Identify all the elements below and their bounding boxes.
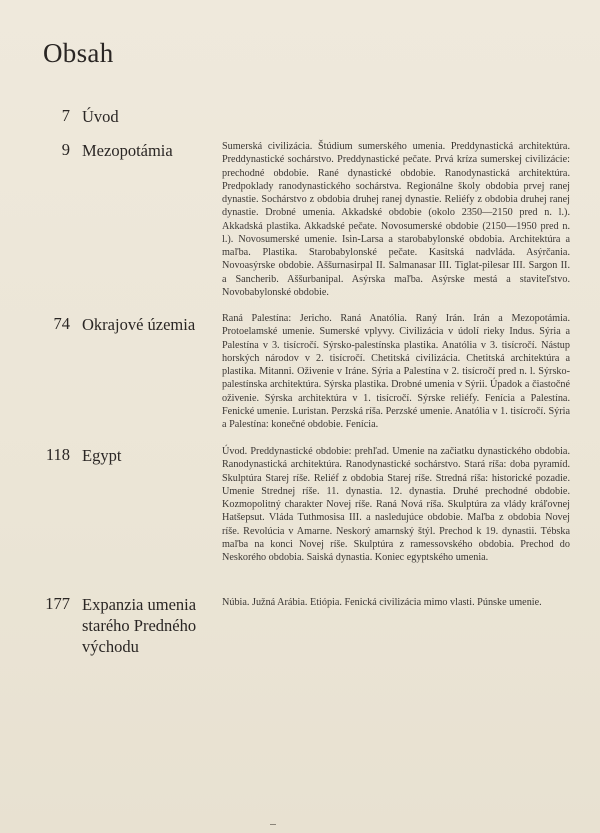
toc-heading: Okrajové územia <box>82 315 196 334</box>
toc-heading: Egypt <box>82 446 122 465</box>
toc-page-number: 118 <box>45 445 70 464</box>
toc-description: Núbia. Južná Arábia. Etiópia. Fenická civilizácia mimo vlasti. Púnske umenie. <box>222 597 542 608</box>
toc-page-number: 177 <box>45 594 70 613</box>
toc-description: Sumerská civilizácia. Štúdium sumerského umenia. Preddynastická architektúra. Preddynastické sochárstvo. Preddynastické pečate. Prvá kríza sumerskej civilizácie: prechodné obdobie. Rané dynastické obdobie. Ranodynastická architektúra. Predpoklady ranodynastického sochárstva. Regionálne školy obdobia prvej ranej dynastie. Sochárstvo z obdobia druhej ranej dynastie. Reliéfy z obdobia druhej ranej dynastie. Drobné umenia. Akkadské obdobie (okolo 2350—2150 pred n. l.). Akkadská plastika. Akkadské pečate. Novosumerské obdobie (2150—1950 pred n. l.). Novosumerské umenie. Isin-Larsa a starobabylonské obdobia. Architektúra a maľba. Plastika. Starobabylonské pečate. Kasitská nadvláda. Asýrčania. Novoasýrske obdobie. Aššurnasirpal II. Salmanasar III. Tiglat-pilesar III. Sargon II. a Sancherib. Aššurbanipal. Asýrska maľba. Asýrske mestá a staviteľstvo. Novobabylonské obdobie. <box>222 141 570 298</box>
toc-page-number: 9 <box>61 140 70 159</box>
toc-description: Úvod. Preddynastické obdobie: prehľad. Umenie na začiatku dynastického obdobia. Ranodynastická architektúra. Ranodynastické sochárstvo. Stará ríša: doba pyramíd. Skulptúra Starej ríše. Reliéf z obdobia Starej ríše. Stredná ríša: historické pozadie. Umenie Strednej ríše. 11. dynastia. 12. dynastia. Druhé prechodné obdobie. Kozmopolitný charakter Novej ríše. Raná Nová ríša. Skulptúra za vlády kráľovnej Hatšepsut. Vláda Tuthmosisa III. a nasledujúce obdobie. Maľba z obdobia Novej ríše. Revolúcia v Amarne. Neskorý amarnský štýl. Prechod k 19. dynastii. Tébska maľba na konci Novej ríše. Skulptúra z ramessovského obdobia. Prechod do Neskorého obdobia. Saiská dynastia. Koniec egyptského umenia. <box>222 446 570 563</box>
page-edge-mark <box>270 824 276 828</box>
toc-heading: Expanzia umenia starého Predného východu <box>82 595 197 656</box>
toc-description: Raná Palestína: Jericho. Raná Anatólia. Raný Irán. Irán a Mezopotámia. Protoelamské umenie. Sumerské vplyvy. Civilizácia v údolí rieky Indus. Sýria a Palestína v 3. tisícročí. Sýrsko-palestínska plastika. Anatólia v 3. tisícročí. Nástup horských národov v 2. tisícročí. Chetitská civilizácia. Chetitská architektúra a plastika. Mitanni. Oživenie v Iráne. Sýria a Palestína v 2. tisícročí pred n. l. Sýrsko-palestínska architektúra. Sýrska plastika. Drobné umenia v Sýrii. Úpadok a čiastočné oživenie. Sýrska architektúra v 1. tisícročí. Sýrske reliéfy. Fenícia a Palestína. Fenické umenie. Luristan. Perzská ríša. Perzské umenie. Anatólia v 1. tisícročí. Sýria a Palestína: konečné obdobie. Fenícia. <box>222 313 570 430</box>
toc-page-number: 7 <box>61 106 70 125</box>
page-title: Obsah <box>43 38 114 68</box>
toc-heading: Mezopotámia <box>82 141 173 160</box>
toc-page-number: 74 <box>53 314 70 333</box>
toc-heading: Úvod <box>82 107 119 126</box>
